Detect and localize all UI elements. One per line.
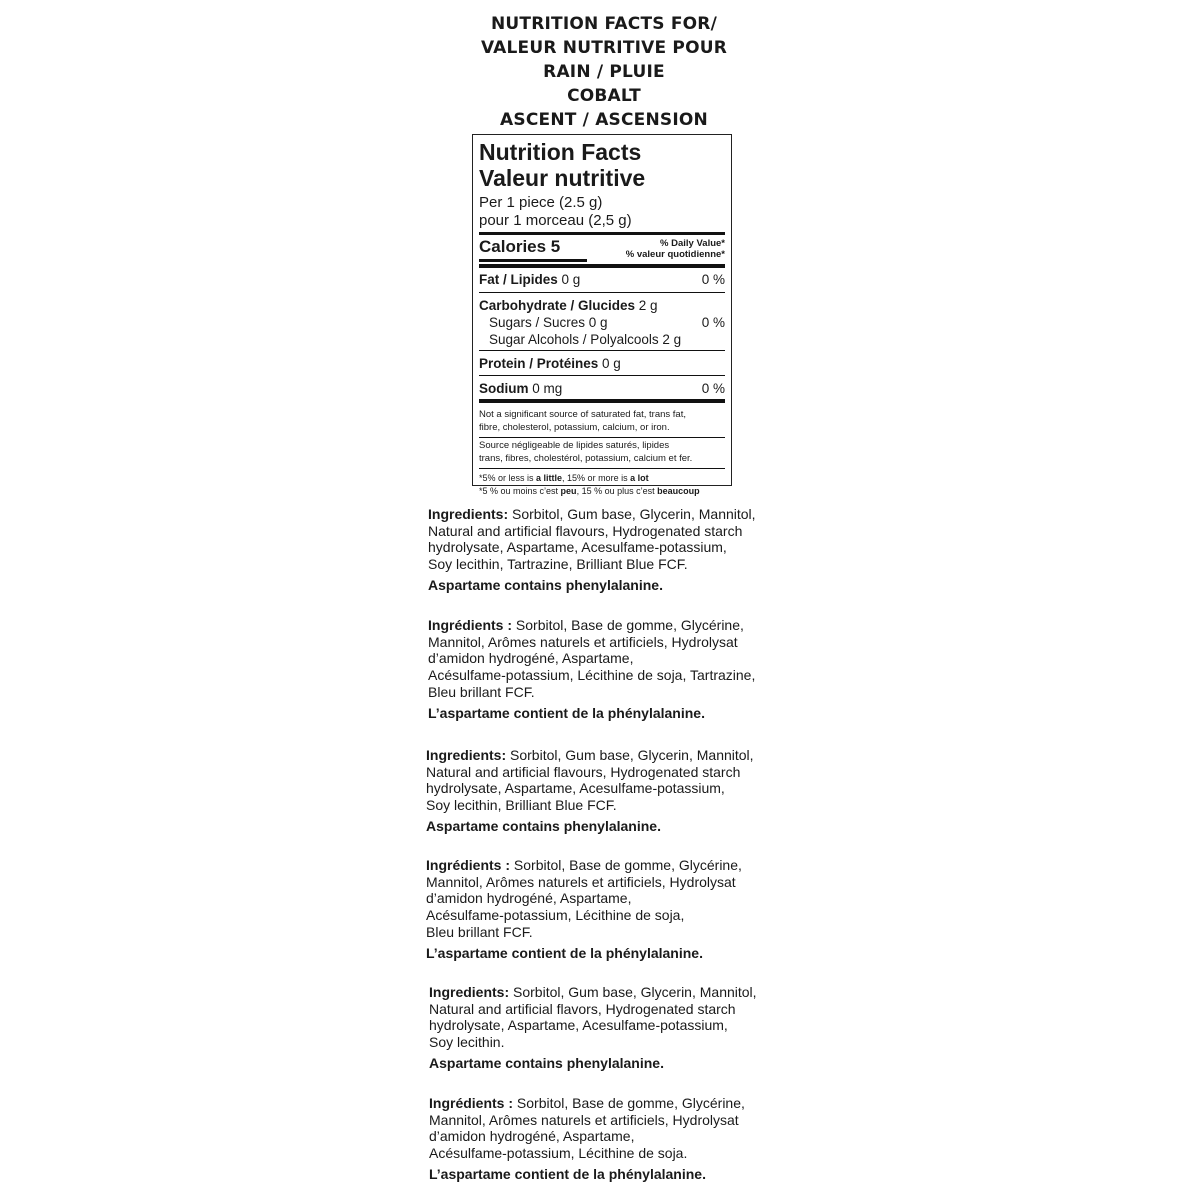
- carbohydrate-row: [479, 297, 725, 314]
- ingredients-line: hydrolysate, Aspartame, Acesulfame-potassium,: [429, 1017, 728, 1034]
- ingredients-line: [428, 506, 788, 523]
- title-line-2: VALEUR NUTRITIVE POUR: [480, 38, 728, 58]
- calories-underline: [479, 259, 587, 262]
- label-title: [400, 12, 808, 132]
- footnote-en: [479, 472, 725, 485]
- ingredients-text: Sorbitol, Gum base, Glycerin, Mannitol,: [508, 506, 756, 522]
- ingredients-line: [426, 857, 786, 874]
- sugars-label: Sugars / Sucres 0 g: [489, 315, 608, 330]
- carbohydrate-label: Carbohydrate / Glucides: [479, 298, 636, 313]
- sugar-alcohols-label: Sugar Alcohols / Polyalcools 2 g: [489, 332, 682, 347]
- ingredients-line: Soy lecithin, Tartrazine, Brilliant Blue FCF.: [428, 556, 688, 573]
- serving-size-en: Per 1 piece (2.5 g): [479, 194, 603, 211]
- allergen-warning: L’aspartame contient de la phénylalanine.: [429, 1165, 706, 1182]
- footnote-fr-bold: beaucoup: [657, 485, 700, 496]
- calories-row: [479, 235, 725, 261]
- title-line-4: COBALT: [567, 86, 641, 106]
- ingredients-line: Soy lecithin.: [429, 1034, 505, 1051]
- title-line-3: RAIN / PLUIE: [543, 62, 665, 82]
- ingredients-line: hydrolysate, Aspartame, Acesulfame-potassium,: [426, 780, 725, 797]
- ingredients-line: Acésulfame-potassium, Lécithine de soja, Tartrazine,: [428, 667, 756, 684]
- ingredients-line: [429, 1095, 789, 1112]
- footnote-en-bold: a lot: [630, 473, 649, 483]
- ingredients-label: Ingredients:: [426, 747, 507, 763]
- sugar-alcohols-row: [479, 331, 725, 348]
- divider: [479, 399, 725, 403]
- title-line-1: NUTRITION FACTS FOR/: [491, 14, 717, 34]
- allergen-warning: L’aspartame contient de la phénylalanine.: [428, 704, 705, 721]
- allergen-warning: Aspartame contains phenylalanine.: [426, 817, 661, 834]
- ingredients-block-en-1: [428, 506, 788, 594]
- footnote-fr-text: , 15 % ou plus c’est: [576, 485, 658, 496]
- carbohydrate-amount: 2 g: [635, 298, 658, 313]
- nutrition-title-fr: Valeur nutritive: [479, 165, 646, 191]
- ingredients-block-fr-2: [426, 857, 786, 961]
- divider: [479, 375, 725, 376]
- ingredients-text: Sorbitol, Base de gomme, Glycérine,: [510, 857, 742, 873]
- ingredients-text: Sorbitol, Gum base, Glycerin, Mannitol,: [509, 984, 757, 1000]
- sugars-row: [479, 314, 725, 331]
- ingredients-text: Sorbitol, Base de gomme, Glycérine,: [513, 1095, 745, 1111]
- divider: [479, 350, 725, 351]
- divider: [479, 468, 725, 469]
- nutrition-title-en: Nutrition Facts: [479, 139, 642, 165]
- ingredients-label: Ingrédients :: [428, 617, 513, 633]
- ingredients-label: Ingrédients :: [426, 857, 511, 873]
- ingredients-block-en-2: [426, 747, 786, 835]
- footnote-en-bold: a little: [536, 473, 563, 483]
- ingredients-line: [429, 984, 789, 1001]
- divider: [479, 292, 725, 293]
- ingredients-block-en-3: [429, 984, 789, 1072]
- note-en: [479, 409, 725, 434]
- ingredients-line: Natural and artificial flavours, Hydrogenated starch: [428, 522, 743, 539]
- ingredients-line: Mannitol, Arômes naturels et artificiels, Hydrolysat: [428, 633, 738, 650]
- ingredients-block-fr-3: [429, 1095, 789, 1183]
- ingredients-line: d’amidon hydrogéné, Aspartame,: [426, 890, 632, 907]
- sodium-label: Sodium: [479, 381, 529, 396]
- daily-value-header: [626, 238, 725, 260]
- ingredients-line: Mannitol, Arômes naturels et artificiels, Hydrolysat: [426, 873, 736, 890]
- footnote-en-text: , 15% or more is: [562, 473, 631, 483]
- allergen-warning: L’aspartame contient de la phénylalanine.: [426, 944, 703, 961]
- footnote-fr: [479, 485, 725, 498]
- allergen-warning: Aspartame contains phenylalanine.: [428, 576, 663, 593]
- protein-row: [479, 355, 725, 372]
- ingredients-line: Acésulfame-potassium, Lécithine de soja,: [426, 907, 685, 924]
- ingredients-text: Sorbitol, Gum base, Glycerin, Mannitol,: [506, 747, 754, 763]
- ingredients-line: Bleu brillant FCF.: [428, 683, 535, 700]
- ingredients-line: [428, 617, 788, 634]
- protein-amount: 0 g: [598, 356, 621, 371]
- divider: [479, 437, 725, 438]
- allergen-warning: Aspartame contains phenylalanine.: [429, 1054, 664, 1071]
- ingredients-line: Natural and artificial flavours, Hydrogenated starch: [426, 763, 741, 780]
- note-fr: [479, 440, 725, 465]
- ingredients-line: [426, 747, 786, 764]
- title-line-5: ASCENT / ASCENSION: [500, 110, 708, 130]
- ingredients-line: d’amidon hydrogéné, Aspartame,: [428, 650, 634, 667]
- fat-amount: 0 g: [557, 272, 581, 287]
- divider: [479, 264, 725, 268]
- ingredients-label: Ingredients:: [429, 984, 510, 1000]
- fat-label: Fat / Lipides: [479, 272, 558, 287]
- ingredients-line: Bleu brillant FCF.: [426, 923, 533, 940]
- protein-label: Protein / Protéines: [479, 356, 599, 371]
- note-fr-line-2: trans, fibres, cholestérol, potassium, calcium et fer.: [479, 452, 693, 464]
- serving-size-fr: pour 1 morceau (2,5 g): [479, 212, 632, 229]
- ingredients-label: Ingrédients :: [429, 1095, 514, 1111]
- fat-row: [479, 271, 725, 288]
- note-en-line-1: Not a significant source of saturated fat, trans fat,: [479, 409, 686, 420]
- fat-percent: 0 %: [701, 272, 725, 287]
- note-fr-line-1: Source négligeable de lipides saturés, lipides: [479, 440, 670, 451]
- footnote-fr-text: *5 % ou moins c’est: [479, 485, 561, 496]
- ingredients-label: Ingredients:: [428, 506, 509, 522]
- footnote-en-text: *5% or less is: [479, 473, 537, 483]
- ingredients-text: Sorbitol, Base de gomme, Glycérine,: [512, 617, 744, 633]
- ingredients-line: d’amidon hydrogéné, Aspartame,: [429, 1128, 635, 1145]
- footnote-fr-bold: peu: [560, 485, 577, 496]
- daily-value-fr: % valeur quotidienne*: [625, 249, 725, 260]
- sugars-percent: 0 %: [701, 315, 725, 330]
- sodium-amount: 0 mg: [528, 381, 563, 396]
- sodium-percent: 0 %: [701, 381, 725, 396]
- ingredients-line: Natural and artificial flavors, Hydrogenated starch: [429, 1000, 736, 1017]
- calories-label: Calories 5: [479, 237, 561, 256]
- nutrition-facts-table: [472, 134, 732, 496]
- ingredients-line: hydrolysate, Aspartame, Acesulfame-potassium,: [428, 539, 727, 556]
- sodium-row: [479, 380, 725, 397]
- ingredients-line: Acésulfame-potassium, Lécithine de soja.: [429, 1145, 688, 1162]
- ingredients-line: Mannitol, Arômes naturels et artificiels, Hydrolysat: [429, 1111, 739, 1128]
- ingredients-line: Soy lecithin, Brilliant Blue FCF.: [426, 797, 617, 814]
- daily-value-en: % Daily Value*: [660, 238, 725, 249]
- note-en-line-2: fibre, cholesterol, potassium, calcium, or iron.: [479, 421, 670, 433]
- ingredients-block-fr-1: [428, 617, 788, 721]
